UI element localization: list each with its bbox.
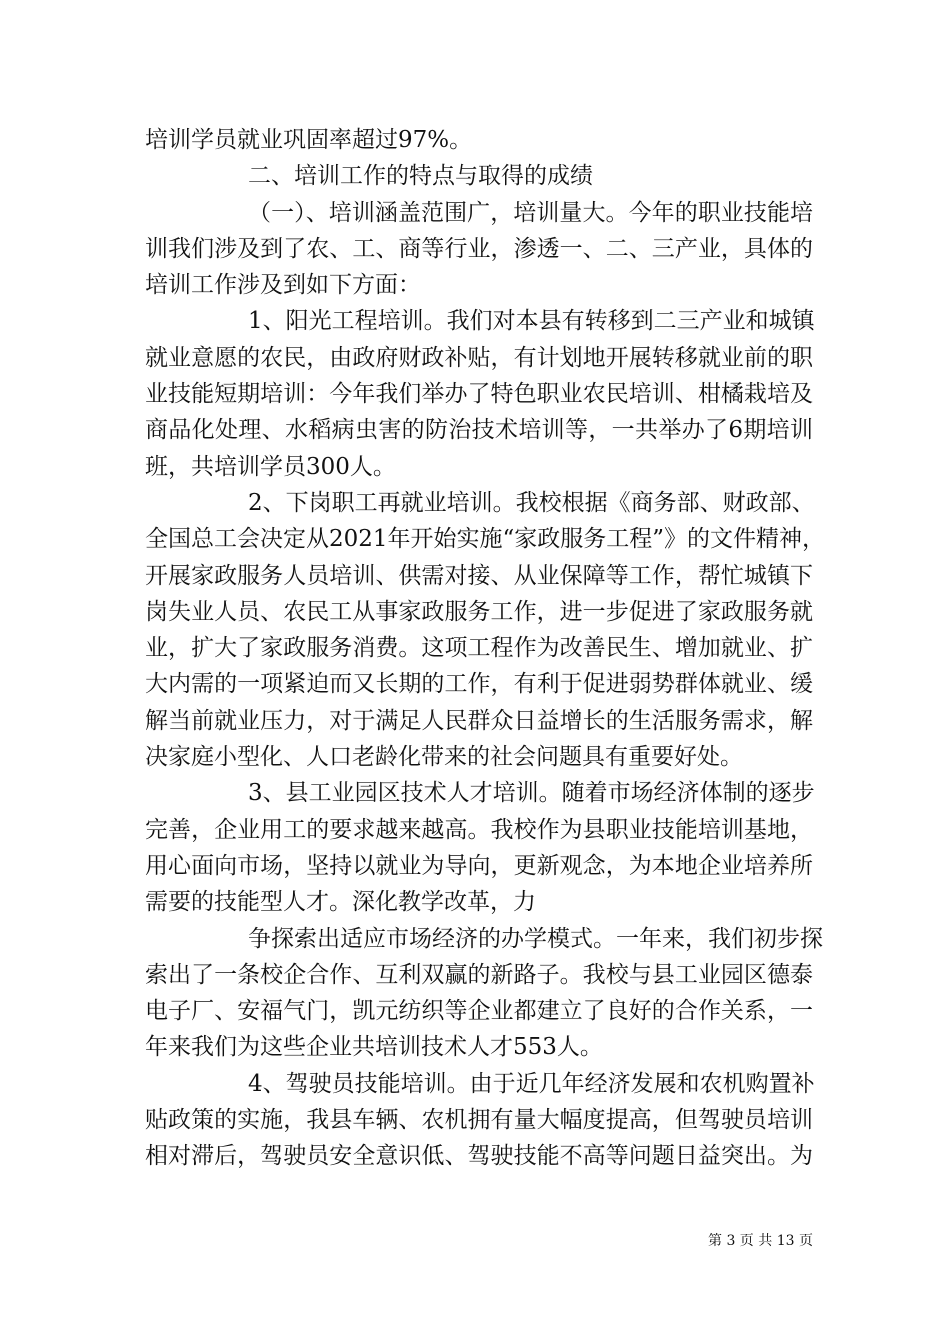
text-line: 班，共培训学员300人。 [145,453,396,480]
text-line: 用心面向市场，坚持以就业为导向，更新观念，为本地企业培养所 [145,852,813,879]
text-line: 电子厂、安福气门，凯元纺织等企业都建立了良好的合作关系，一 [145,998,813,1025]
text-line: 全国总工会决定从2021年开始实施“家政服务工程”》的文件精神， [145,526,826,553]
text-line: 岗失业人员、农民工从事家政服务工作，进一步促进了家政服务就 [145,598,813,625]
text-line: 业，扩大了家政服务消费。这项工程作为改善民生、增加就业、扩 [145,635,813,662]
text-line: 2、下岗职工再就业培训。我校根据《商务部、财政部、 [248,489,815,516]
text-line: 1、阳光工程培训。我们对本县有转移到二三产业和城镇 [248,308,815,335]
text-line: 4、驾驶员技能培训。由于近几年经济发展和农机购置补 [248,1070,815,1097]
text-line: 贴政策的实施，我县车辆、农机拥有量大幅度提高，但驾驶员培训 [145,1107,813,1134]
text-line: 大内需的一项紧迫而又长期的工作，有利于促进弱势群体就业、缓 [145,671,813,698]
text-line: 决家庭小型化、人口老龄化带来的社会问题具有重要好处。 [145,744,743,771]
page-number: 第 3 页 共 13 页 [708,1233,813,1249]
text-line: 商品化处理、水稻病虫害的防治技术培训等，一共举办了6期培训 [145,417,813,444]
text-line: 培训工作涉及到如下方面： [145,272,421,299]
text-line: 就业意愿的农民，由政府财政补贴，有计划地开展转移就业前的职 [145,344,813,371]
document-body [145,122,826,1175]
text-line: 需要的技能型人才。深化教学改革，力 [145,889,536,916]
text-line: 年来我们为这些企业共培训技术人才553人。 [145,1034,603,1061]
text-line: 开展家政服务人员培训、供需对接、从业保障等工作，帮忙城镇下 [145,562,813,589]
text-line: 完善，企业用工的要求越来越高。我校作为县职业技能培训基地， [145,816,813,843]
text-line: 培训学员就业巩固率超过97%。 [145,127,473,153]
text-line: 二、培训工作的特点与取得的成绩 [248,163,593,190]
text-line: 相对滞后，驾驶员安全意识低、驾驶技能不高等问题日益突出。为 [145,1143,813,1170]
text-line: 3、县工业园区技术人才培训。随着市场经济体制的逐步 [248,780,815,807]
text-line: 训我们涉及到了农、工、商等行业，渗透一、二、三产业，具体的 [145,235,813,262]
text-line: 索出了一条校企合作、互利双赢的新路子。我校与县工业园区德泰 [145,961,813,988]
text-line: 争探索出适应市场经济的办学模式。一年来，我们初步探 [248,925,823,952]
text-line: 业技能短期培训：今年我们举办了特色职业农民培训、柑橘栽培及 [145,381,813,408]
text-line: （一）、培训涵盖范围广，培训量大。今年的职业技能培 [248,199,813,226]
text-line: 解当前就业压力，对于满足人民群众日益增长的生活服务需求，解 [145,707,813,734]
